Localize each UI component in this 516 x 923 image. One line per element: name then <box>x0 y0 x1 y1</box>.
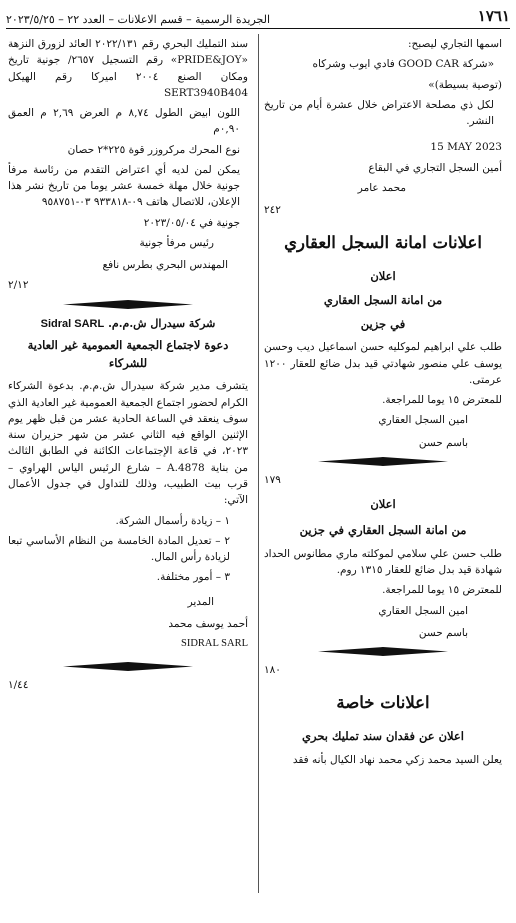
announcement-word: اعلان <box>370 268 396 283</box>
announcement-body: طلب علي ابراهيم لموكليه حسن اسماعيل ديب وحسن يوسف علي منصور شهادتي قيد بدل ضائع للعقار ١٢٠٠ عرمتى. <box>264 341 502 386</box>
announcement-note: للمعترض ١٥ يوما للمراجعة. <box>382 584 502 597</box>
invitation-body: يتشرف مدير شركة سيدرال ش.م.م. بدعوة الشركاء الكرام لحضور اجتماع الجمعية العمومية غير العادية الذي سوف ينعقد في الساعة الحادية عشر من قبل ظهر يوم الإثنين الواقع فيه الثاني عشر من شهر حزيران سنة ٢٠٢٣، في قاعة الإجتماعات الكائنة في الطابق الثالث من بناية A.4878 – شارع الرئيس الياس الهراوي – قرب بيت الطبيب، وذلك للتداول في جدول الأعمال الآتي: <box>7 380 248 507</box>
announcement-body: طلب حسن علي سلامي لموكلته ماري مطانوس الحداد شهادة قيد بدل ضائع للعقار ١٣١٥ روم. <box>264 547 502 577</box>
announcement-source: من امانة السجل العقاري في جزين <box>299 523 467 538</box>
trade-name-line1: «شركة GOOD CAR فادي ايوب وشركاه <box>312 58 494 71</box>
objection-notice: يمكن لمن لديه أي اعتراض التقدم من رئاسة مرفأ جونية خلال مهلة خمسة عشر يوما من تاريخ نشر هذا الإعلان، للاتصال هاتف ٠٩-٩٣٣٨١٨ ٠٣-٩٥٨٧٥١ <box>8 163 240 209</box>
agenda-item: ٣ – أمور مختلفة. <box>156 571 230 584</box>
signer-name: محمد عامر <box>357 181 406 194</box>
notice-date: جونية في ٢٠٢٣/٠٥/٠٤ <box>143 216 240 229</box>
objection-notice: لكل ذي مصلحة الاعتراض خلال عشرة أيام من تاريخ النشر. <box>264 98 494 128</box>
page-number: ١٧٦١ <box>477 6 510 25</box>
announcement-title: اعلان عن فقدان سند تمليك بحري <box>302 729 464 744</box>
announcement-body: يعلن السيد محمد زكي محمد نهاد الكيال بأنه فقد <box>292 753 502 766</box>
company-name-ar: شركة سيدرال ش.م.م. <box>108 316 216 330</box>
separator-ornament <box>264 647 502 656</box>
column-divider <box>258 34 259 893</box>
reference-number: ١٧٩ <box>264 473 281 486</box>
trade-name-intro: اسمها التجاري ليصبح: <box>407 38 502 50</box>
manager-company: SIDRAL SARL <box>181 638 248 650</box>
boat-dimensions: اللون ابيض الطول ٨,٧٤ م العرض ٢,٦٩ م العمق ٠,٩٠م <box>8 107 240 136</box>
boat-deed-paragraph: سند التمليك البحري رقم ٢٠٢٢/١٣١ العائد لزورق النزهة «PRIDE&JOY» رقم التسجيل ٢٦٥٧/ جونية تاريخ ومكان الصنع ٢٠٠٤ اميركا رقم الهيكل SERT3940B404 <box>8 38 248 99</box>
manager-name: أحمد يوسف محمد <box>168 617 248 630</box>
signer-name: باسم حسن <box>418 626 468 639</box>
signer-name: المهندس البحري بطرس نافع <box>102 259 228 272</box>
signer-name: باسم حسن <box>418 436 468 449</box>
separator-ornament <box>8 300 248 309</box>
reference-number: ٢/١٢ <box>8 279 29 292</box>
agenda-item: ١ – زيادة رأسمال الشركة. <box>115 514 230 527</box>
announcement-word: اعلان <box>370 497 396 512</box>
separator-ornament <box>264 457 502 466</box>
signer-title: امين السجل العقاري <box>378 604 468 617</box>
notice-date: 15 MAY 2023 <box>430 141 502 154</box>
reference-number: ٢٤٢ <box>264 204 281 217</box>
reference-number: ١٨٠ <box>264 664 281 677</box>
section-title-special: اعلانات خاصة <box>336 693 430 713</box>
gazette-header-title: الجريدة الرسمية – قسم الاعلانات – العدد ٢٢ – ٢٠٢٣/٥/٢٥ <box>6 12 271 26</box>
invitation-title: دعوة لاجتماع الجمعية العمومية غير العادية للشركاء <box>27 337 229 370</box>
boat-engine: نوع المحرك مركروزر قوة ٢٢٥*٢ حصان <box>67 143 240 156</box>
announcement-note: للمعترض ١٥ يوما للمراجعة. <box>382 394 502 407</box>
left-column <box>8 36 248 700</box>
signer-title: رئيس مرفأ جونية <box>139 236 214 249</box>
manager-label: المدير <box>187 595 214 608</box>
trade-name-line2: (توصية بسيطة)» <box>428 78 502 91</box>
page-header <box>6 8 510 29</box>
company-heading <box>8 315 248 333</box>
company-name-en: Sidral SARL <box>40 317 105 330</box>
section-title-real-estate: اعلانات امانة السجل العقاري <box>284 233 482 253</box>
announcement-source: من امانة السجل العقاري <box>323 292 443 307</box>
announcement-place: في جزين <box>360 316 406 331</box>
reference-number: ١/٤٤ <box>8 679 29 692</box>
signer-title: امين السجل العقاري <box>378 414 468 427</box>
separator-ornament <box>8 662 248 671</box>
agenda-item: ٢ – تعديل المادة الخامسة من النظام الأساسي تبعا لزيادة رأس المال. <box>8 534 230 564</box>
signer-title: أمين السجل التجاري في البقاع <box>368 161 502 174</box>
right-column <box>264 36 502 772</box>
